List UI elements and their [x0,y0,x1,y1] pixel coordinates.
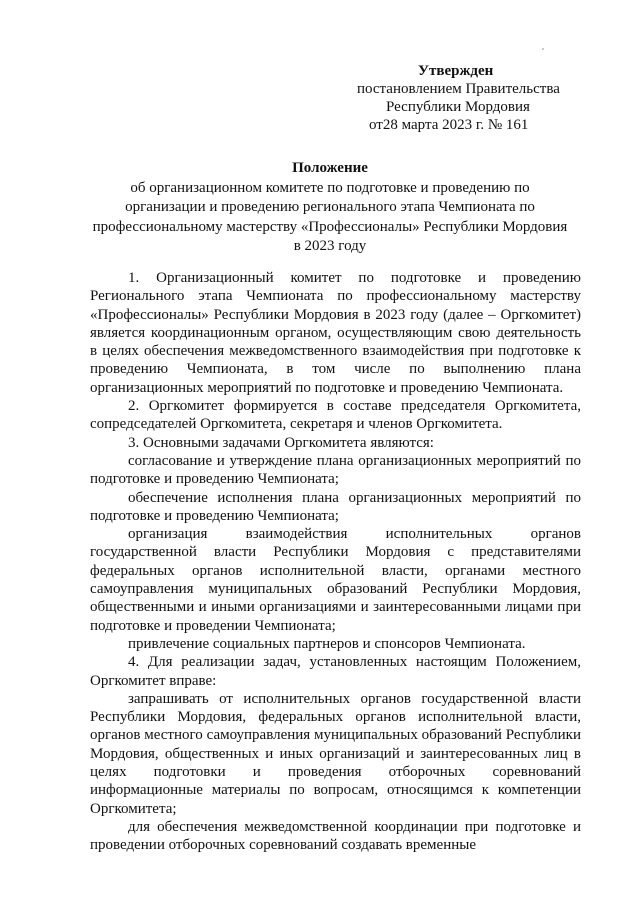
approval-line-2: Республики Мордовия [386,99,530,115]
paragraph: согласование и утверждение плана организационных мероприятий по подготовке и проведению Чемпионата; [90,452,581,488]
paragraph: 3. Основными задачами Оргкомитета являются: [128,434,434,451]
paragraph: 4. Для реализации задач, установленных настоящим Положением, Оргкомитет вправе: [90,654,581,689]
heading-line-2: организации и проведению регионального этапа Чемпионата по [125,199,535,215]
heading-line-1: об организационном комитете по подготовке и проведению по [130,179,530,196]
paragraph: 1. Организационный комитет по подготовке и проведению Регионального этапа Чемпионата по профессиональному мастерству «Профессионалы» Республики Мордовия в 2023 году (далее – Оргкомитет) является координационным органом, осуществляющим свою деятельность в целях обеспечения межведомственного взаимодействия при подготовке к проведению Чемпионата, в том числе по выполнению плана организационных мероприятий по подготовке и проведению Чемпионата. [90,270,581,396]
paragraph: для обеспечения межведомственной координации при подготовке и проведении отборочных соревнований создавать временные [90,818,581,854]
paragraph: обеспечение исполнения плана организационных мероприятий по подготовке и проведению Чемпионата; [90,489,581,524]
paragraph: привлечение социальных партнеров и спонсоров Чемпионата. [128,635,526,652]
approval-line-1: постановлением Правительства [357,81,560,97]
document-body [90,269,581,855]
paragraph: запрашивать от исполнительных органов государственной власти Республики Мордовия, федеральных органов исполнительной власти, органов местного самоуправления муниципальных образований Республики Мордовия, общественных и иных организаций и заинтересованных лиц в целях подготовки и проведения отборочных соревнований информационные материалы по вопросам, относящимся к компетенции Оргкомитета; [90,690,581,817]
approval-title: Утвержден [418,63,494,79]
scan-speck [542,48,544,50]
document-title: Положение [292,160,368,176]
approval-line-3: от28 марта 2023 г. № 161 [369,117,529,133]
heading-line-3: профессиональному мастерству «Профессионалы» Республики Мордовия [92,218,568,235]
heading-line-4: в 2023 году [293,238,367,254]
document-heading [80,159,580,257]
paragraph: организация взаимодействия исполнительных органов государственной власти Республики Мордовия с представителями федеральных органов исполнительной власти, органами местного самоуправления муниципальных образований Республики Мордовия, общественными и иными организациями и заинтересованными лицами при подготовке и проведении Чемпионата; [90,526,581,634]
paragraph: 2. Оргкомитет формируется в составе председателя Оргкомитета, сопредседателей Оргкомитета, секретаря и членов Оргкомитета. [90,398,581,433]
